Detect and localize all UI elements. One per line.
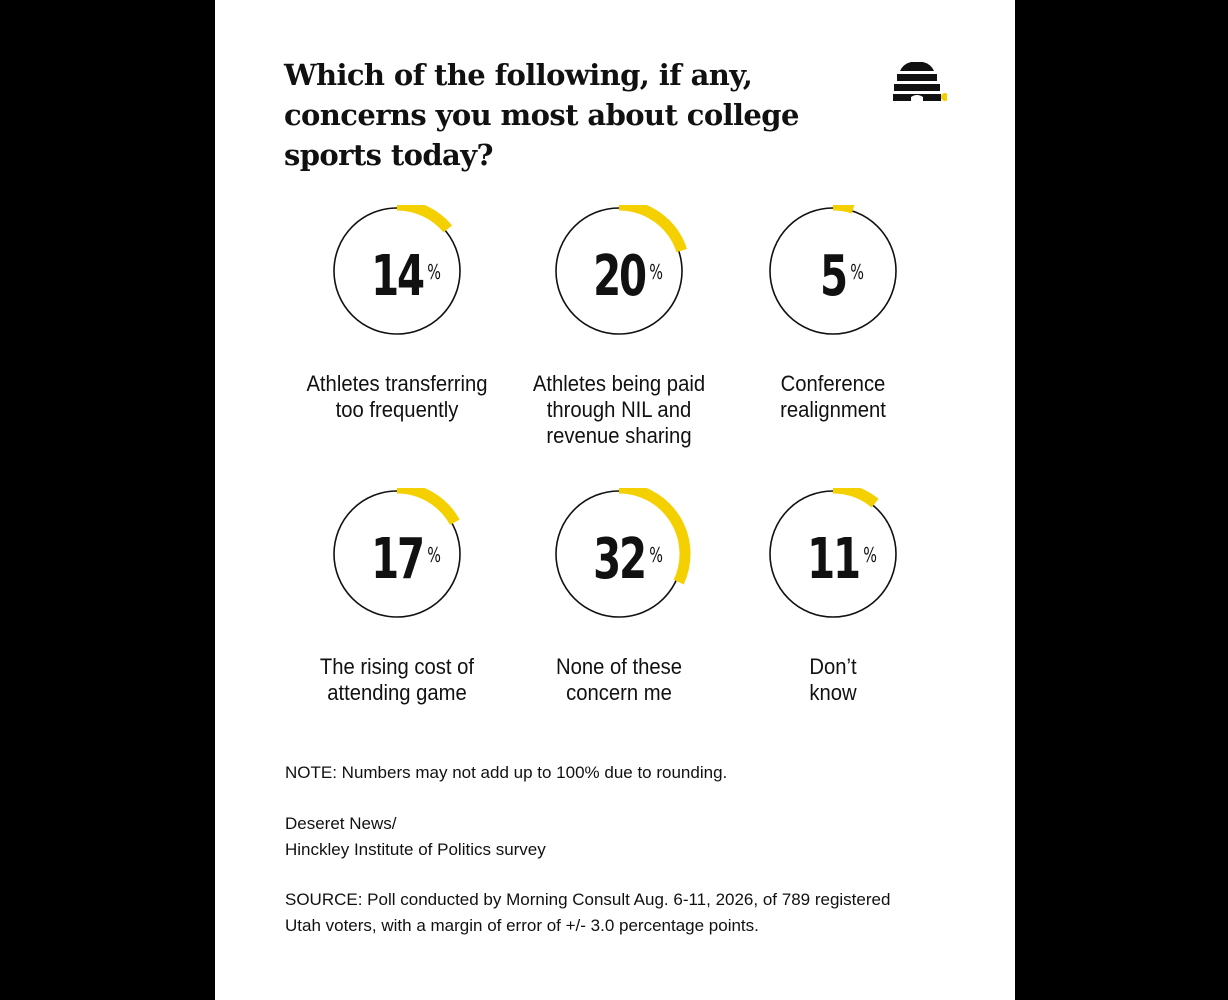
percent-number: 32 % (593, 527, 663, 592)
logo-dot (941, 93, 947, 101)
category-label-line: The rising cost of (319, 654, 475, 679)
category-label (723, 371, 944, 423)
percent-number: 11 % (807, 527, 877, 592)
category-label (287, 654, 508, 706)
note-text: NOTE: Numbers may not add up to 100% due to rounding. (285, 763, 728, 782)
category-label (287, 371, 508, 423)
value-arc (833, 205, 853, 208)
category-label-line: attending game (327, 680, 467, 705)
value-arc (833, 488, 875, 503)
stat-card (713, 205, 953, 465)
stat-card (499, 205, 739, 465)
percent-value (747, 527, 920, 592)
stat-card (713, 488, 953, 748)
percent-value (311, 527, 484, 592)
category-label-line: Conference (780, 371, 886, 396)
percent-sign: % (649, 543, 663, 567)
category-label (509, 371, 730, 449)
category-label-line: None of these (555, 654, 683, 679)
stat-card (277, 488, 517, 748)
percent-number: 17 % (371, 527, 441, 592)
source-line: SOURCE: Poll conducted by Morning Consult Aug. 6-11, 2026, of 789 registered (285, 890, 891, 909)
percent-number: 5 % (820, 244, 864, 309)
percent-value (747, 244, 920, 309)
stat-card (499, 488, 739, 748)
beehive-icon (891, 62, 947, 104)
category-label-line: Don’t (809, 654, 857, 679)
source-line: Utah voters, with a margin of error of +/- 3.0 percentage points. (285, 916, 759, 935)
category-label-line: Athletes transferring (306, 371, 488, 396)
category-label-line: revenue sharing (546, 423, 692, 448)
source-text (285, 887, 985, 939)
percent-sign: % (863, 543, 877, 567)
infographic-panel (215, 0, 1015, 1000)
category-label-line: concern me (566, 680, 672, 705)
percent-sign: % (649, 260, 663, 284)
value-arc (397, 205, 448, 229)
category-label-line: too frequently (335, 397, 459, 422)
category-label (723, 654, 944, 706)
percent-number: 20 % (593, 244, 663, 309)
percent-sign: % (850, 260, 864, 284)
credit-line: Hinckley Institute of Politics survey (285, 840, 546, 859)
percent-number: 14 % (371, 244, 441, 309)
percent-sign: % (427, 543, 441, 567)
percent-value (533, 244, 706, 309)
percent-sign: % (427, 260, 441, 284)
percent-value (533, 527, 706, 592)
value-arc (397, 488, 455, 522)
category-label-line: through NIL and (546, 397, 692, 422)
category-label (509, 654, 730, 706)
category-label-line: know (809, 680, 857, 705)
category-label-line: Athletes being paid (532, 371, 706, 396)
category-label-line: realignment (780, 397, 886, 422)
credit-line: Deseret News/ (285, 814, 397, 833)
credit-text (285, 811, 985, 863)
percent-value (311, 244, 484, 309)
chart-title: Which of the following, if any, concerns you most about college sports today? (284, 58, 799, 172)
stat-card (277, 205, 517, 465)
